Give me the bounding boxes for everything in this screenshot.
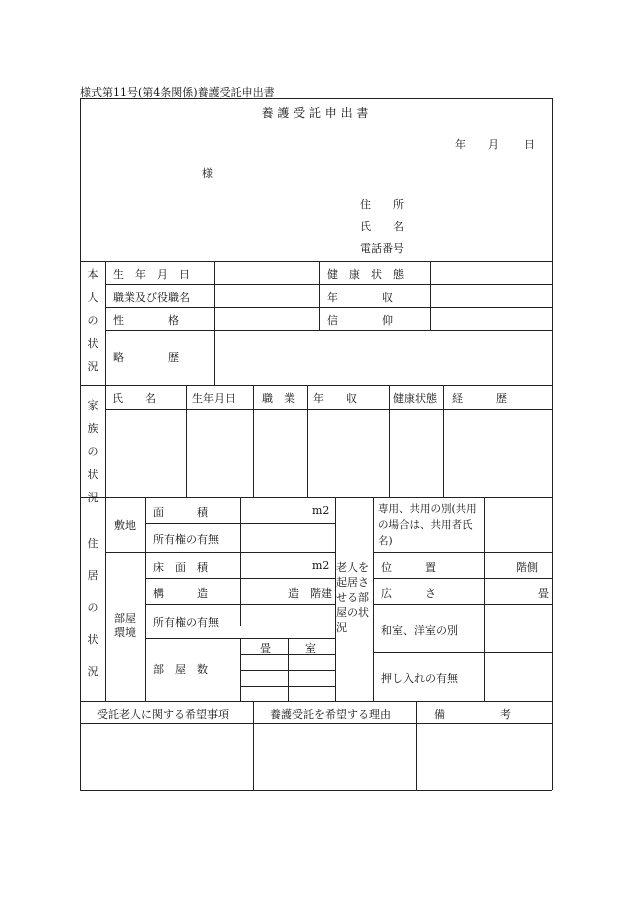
- remarks-label: 備 考: [434, 708, 511, 721]
- addressee-suffix: 様: [202, 167, 213, 180]
- elderly-room-label: 老人を起居させる部屋の状況: [336, 561, 369, 634]
- applicant-phone-label: 電話番号: [360, 242, 404, 255]
- structure-value: 造 階建: [288, 587, 332, 600]
- self-section-heading: 本人の状況: [87, 268, 99, 373]
- family-col-occupation: 職 業: [262, 392, 295, 405]
- religion-label: 信 仰: [327, 314, 393, 327]
- family-col-income: 年 収: [313, 392, 357, 405]
- room-env-label: 部屋環境: [114, 612, 136, 639]
- form-label: 様式第11号(第4条関係)養護受託申出書: [80, 86, 275, 99]
- family-col-health: 健康状態: [393, 392, 437, 405]
- family-section-heading: 家族の状況: [87, 399, 99, 504]
- date-year-label: 年: [455, 138, 466, 151]
- floor-area-label: 床 面 積: [153, 561, 208, 574]
- health-label: 健 康 状 態: [327, 268, 404, 281]
- birthdate-label: 生 年 月 日: [113, 268, 190, 281]
- ownership-label: 所有権の有無: [153, 616, 219, 629]
- site-area-unit: m2: [312, 504, 330, 517]
- reason-label: 養護受託を希望する理由: [270, 708, 391, 721]
- wishes-label: 受託老人に関する希望事項: [97, 708, 229, 721]
- history-label: 略 歴: [113, 351, 179, 364]
- personality-label: 性 格: [113, 314, 179, 327]
- site-label: 敷地: [114, 519, 136, 532]
- occupation-label: 職業及び役職名: [113, 291, 190, 304]
- position-label: 位 置: [381, 561, 436, 574]
- room-style-label: 和室、洋室の別: [381, 624, 458, 637]
- applicant-address-label: 住 所: [360, 198, 404, 211]
- date-month-label: 月: [488, 138, 499, 151]
- site-area-label: 面 積: [153, 506, 208, 519]
- room-label: 室: [305, 642, 316, 655]
- date-day-label: 日: [524, 138, 535, 151]
- family-col-history: 経 歴: [452, 392, 507, 405]
- site-ownership-label: 所有権の有無: [153, 533, 219, 546]
- structure-label: 構 造: [153, 587, 208, 600]
- applicant-name-label: 氏 名: [360, 220, 404, 233]
- income-label: 年 収: [327, 291, 393, 304]
- shared-use-label: 専用、共用の別(共用の場合は、共用者氏名): [378, 503, 477, 547]
- room-count-label: 部 屋 数: [153, 663, 208, 676]
- form-title: 養 護 受 託 申 出 書: [261, 106, 369, 120]
- family-col-birthdate: 生年月日: [192, 392, 236, 405]
- tatami-label: 畳: [260, 642, 271, 655]
- closet-label: 押し入れの有無: [381, 672, 458, 685]
- size-unit: 畳: [538, 587, 549, 600]
- floor-side-label: 階側: [516, 561, 538, 574]
- floor-area-unit: m2: [312, 559, 330, 572]
- family-col-name: 氏 名: [112, 392, 156, 405]
- size-label: 広 さ: [381, 587, 436, 600]
- housing-section-heading: 住居の状況: [87, 537, 99, 678]
